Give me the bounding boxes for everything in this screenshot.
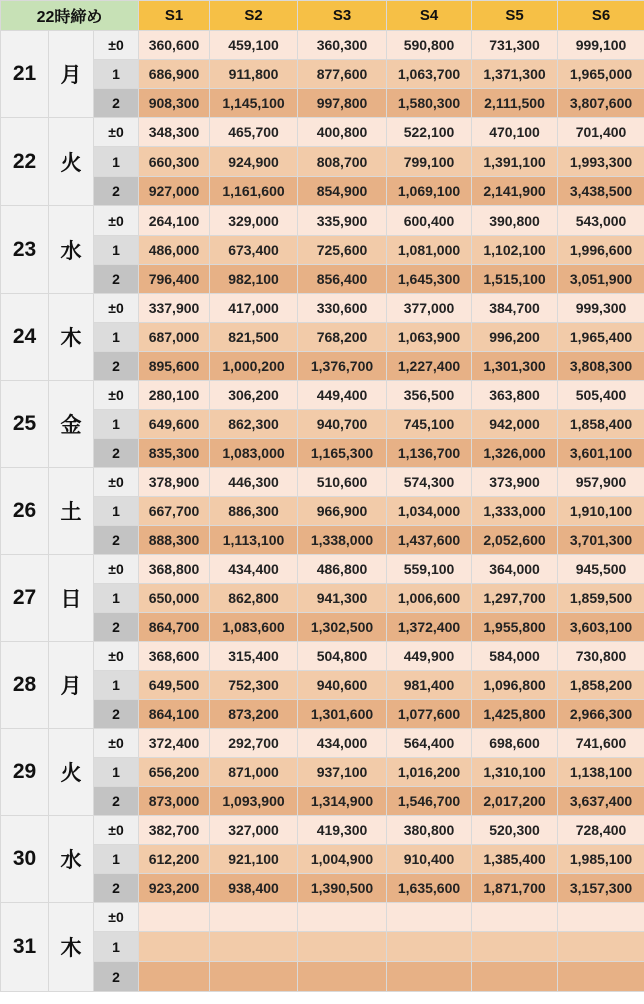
value-cell: 1,546,700 xyxy=(387,787,472,816)
value-cell: 384,700 xyxy=(472,294,558,323)
value-cell: 1,376,700 xyxy=(298,352,387,381)
weekday-label: 水 xyxy=(49,206,94,294)
value-cell: 486,800 xyxy=(298,555,387,584)
value-cell: 667,700 xyxy=(139,497,210,526)
weekday-label: 金 xyxy=(49,381,94,468)
value-cell xyxy=(210,932,298,962)
value-cell: 911,800 xyxy=(210,60,298,89)
value-cell: 982,100 xyxy=(210,265,298,294)
value-cell: 1,645,300 xyxy=(387,265,472,294)
value-cell: 942,000 xyxy=(472,410,558,439)
value-cell xyxy=(298,932,387,962)
table-row xyxy=(1,555,644,584)
table-row xyxy=(1,874,644,903)
value-cell: 3,701,300 xyxy=(558,526,644,555)
level-label: 2 xyxy=(94,613,139,642)
value-cell: 434,400 xyxy=(210,555,298,584)
table-row xyxy=(1,497,644,526)
value-cell: 364,000 xyxy=(472,555,558,584)
value-cell: 264,100 xyxy=(139,206,210,236)
value-cell: 886,300 xyxy=(210,497,298,526)
value-cell xyxy=(472,903,558,932)
value-cell: 864,100 xyxy=(139,700,210,729)
value-cell: 873,000 xyxy=(139,787,210,816)
value-cell: 470,100 xyxy=(472,118,558,147)
value-cell: 1,301,600 xyxy=(298,700,387,729)
table-row xyxy=(1,962,644,992)
table-row xyxy=(1,60,644,89)
value-cell: 941,300 xyxy=(298,584,387,613)
value-cell: 752,300 xyxy=(210,671,298,700)
value-cell: 698,600 xyxy=(472,729,558,758)
table-body xyxy=(1,31,644,992)
level-label: ±0 xyxy=(94,206,139,236)
value-cell: 564,400 xyxy=(387,729,472,758)
value-cell: 1,081,000 xyxy=(387,236,472,265)
value-cell: 871,000 xyxy=(210,758,298,787)
value-cell: 741,600 xyxy=(558,729,644,758)
value-cell: 363,800 xyxy=(472,381,558,410)
value-cell: 940,700 xyxy=(298,410,387,439)
value-cell: 419,300 xyxy=(298,816,387,845)
day-number: 23 xyxy=(1,206,49,294)
value-cell: 330,600 xyxy=(298,294,387,323)
level-label: 2 xyxy=(94,352,139,381)
table-row xyxy=(1,323,644,352)
value-cell: 1,580,300 xyxy=(387,89,472,118)
value-cell: 1,326,000 xyxy=(472,439,558,468)
value-cell: 1,227,400 xyxy=(387,352,472,381)
value-cell: 1,858,400 xyxy=(558,410,644,439)
value-cell: 1,161,600 xyxy=(210,177,298,206)
value-cell: 2,017,200 xyxy=(472,787,558,816)
value-cell: 923,200 xyxy=(139,874,210,903)
value-cell: 1,113,100 xyxy=(210,526,298,555)
value-cell xyxy=(210,962,298,992)
level-label: 2 xyxy=(94,874,139,903)
value-cell: 1,437,600 xyxy=(387,526,472,555)
value-cell: 940,600 xyxy=(298,671,387,700)
column-header-s3: S3 xyxy=(298,1,387,31)
value-cell: 378,900 xyxy=(139,468,210,497)
value-cell: 650,000 xyxy=(139,584,210,613)
value-cell: 1,338,000 xyxy=(298,526,387,555)
table-row xyxy=(1,584,644,613)
value-cell: 957,900 xyxy=(558,468,644,497)
table-row xyxy=(1,642,644,671)
value-cell: 368,800 xyxy=(139,555,210,584)
value-cell: 377,000 xyxy=(387,294,472,323)
value-cell: 2,141,900 xyxy=(472,177,558,206)
value-cell: 612,200 xyxy=(139,845,210,874)
value-cell: 864,700 xyxy=(139,613,210,642)
value-cell: 1,034,000 xyxy=(387,497,472,526)
value-cell: 3,807,600 xyxy=(558,89,644,118)
weekday-label: 日 xyxy=(49,555,94,642)
table-row xyxy=(1,352,644,381)
value-cell: 1,302,500 xyxy=(298,613,387,642)
table-row xyxy=(1,932,644,962)
value-cell: 745,100 xyxy=(387,410,472,439)
level-label: 2 xyxy=(94,526,139,555)
value-cell xyxy=(139,962,210,992)
value-cell: 1,297,700 xyxy=(472,584,558,613)
value-cell: 796,400 xyxy=(139,265,210,294)
level-label: 2 xyxy=(94,962,139,992)
value-cell: 1,515,100 xyxy=(472,265,558,294)
level-label: 1 xyxy=(94,932,139,962)
value-cell: 687,000 xyxy=(139,323,210,352)
value-cell: 1,955,800 xyxy=(472,613,558,642)
value-cell xyxy=(387,903,472,932)
value-cell: 649,600 xyxy=(139,410,210,439)
value-cell: 821,500 xyxy=(210,323,298,352)
table-row xyxy=(1,31,644,60)
level-label: 1 xyxy=(94,410,139,439)
value-cell: 446,300 xyxy=(210,468,298,497)
value-cell xyxy=(139,932,210,962)
value-cell: 315,400 xyxy=(210,642,298,671)
value-cell: 835,300 xyxy=(139,439,210,468)
value-cell: 862,800 xyxy=(210,584,298,613)
day-number: 27 xyxy=(1,555,49,642)
weekday-label: 月 xyxy=(49,642,94,729)
value-cell: 600,400 xyxy=(387,206,472,236)
day-number: 24 xyxy=(1,294,49,381)
value-cell: 1,063,700 xyxy=(387,60,472,89)
value-cell: 486,000 xyxy=(139,236,210,265)
table-row xyxy=(1,410,644,439)
value-cell: 938,400 xyxy=(210,874,298,903)
value-cell: 1,390,500 xyxy=(298,874,387,903)
column-header-s2: S2 xyxy=(210,1,298,31)
value-cell: 2,052,600 xyxy=(472,526,558,555)
table-row xyxy=(1,147,644,177)
day-number: 26 xyxy=(1,468,49,555)
table-title: 22時締め xyxy=(1,1,139,31)
value-cell: 520,300 xyxy=(472,816,558,845)
table-row xyxy=(1,381,644,410)
level-label: 1 xyxy=(94,236,139,265)
value-cell: 1,096,800 xyxy=(472,671,558,700)
weekday-label: 木 xyxy=(49,903,94,992)
value-cell: 3,438,500 xyxy=(558,177,644,206)
weekday-label: 火 xyxy=(49,729,94,816)
value-cell xyxy=(387,962,472,992)
value-cell: 590,800 xyxy=(387,31,472,60)
value-cell: 543,000 xyxy=(558,206,644,236)
value-cell: 1,004,900 xyxy=(298,845,387,874)
value-cell: 725,600 xyxy=(298,236,387,265)
level-label: 2 xyxy=(94,265,139,294)
value-cell: 945,500 xyxy=(558,555,644,584)
level-label: 2 xyxy=(94,787,139,816)
level-label: ±0 xyxy=(94,816,139,845)
value-cell: 417,000 xyxy=(210,294,298,323)
day-number: 21 xyxy=(1,31,49,118)
value-cell: 335,900 xyxy=(298,206,387,236)
value-cell: 459,100 xyxy=(210,31,298,60)
value-cell: 997,800 xyxy=(298,89,387,118)
value-cell: 356,500 xyxy=(387,381,472,410)
value-cell: 1,965,400 xyxy=(558,323,644,352)
value-cell: 1,016,200 xyxy=(387,758,472,787)
value-cell: 1,301,300 xyxy=(472,352,558,381)
value-cell: 999,300 xyxy=(558,294,644,323)
value-cell: 337,900 xyxy=(139,294,210,323)
value-cell: 1,165,300 xyxy=(298,439,387,468)
value-cell: 449,900 xyxy=(387,642,472,671)
value-cell xyxy=(558,903,644,932)
value-cell xyxy=(387,932,472,962)
value-cell: 380,800 xyxy=(387,816,472,845)
value-cell: 649,500 xyxy=(139,671,210,700)
value-cell: 862,300 xyxy=(210,410,298,439)
column-header-s6: S6 xyxy=(558,1,644,31)
table-row xyxy=(1,671,644,700)
value-cell: 574,300 xyxy=(387,468,472,497)
column-header-s4: S4 xyxy=(387,1,472,31)
value-cell: 1,006,600 xyxy=(387,584,472,613)
value-cell: 731,300 xyxy=(472,31,558,60)
table-row xyxy=(1,118,644,147)
level-label: ±0 xyxy=(94,729,139,758)
table-row xyxy=(1,845,644,874)
value-cell: 465,700 xyxy=(210,118,298,147)
table-row xyxy=(1,758,644,787)
table-row xyxy=(1,816,644,845)
column-header-s5: S5 xyxy=(472,1,558,31)
value-cell: 660,300 xyxy=(139,147,210,177)
level-label: 1 xyxy=(94,147,139,177)
weekday-label: 月 xyxy=(49,31,94,118)
value-cell: 908,300 xyxy=(139,89,210,118)
value-cell: 1,858,200 xyxy=(558,671,644,700)
value-cell: 368,600 xyxy=(139,642,210,671)
value-cell: 329,000 xyxy=(210,206,298,236)
table-row xyxy=(1,526,644,555)
day-number: 30 xyxy=(1,816,49,903)
value-cell: 808,700 xyxy=(298,147,387,177)
level-label: 1 xyxy=(94,671,139,700)
value-cell: 584,000 xyxy=(472,642,558,671)
value-cell xyxy=(139,903,210,932)
day-number: 28 xyxy=(1,642,49,729)
value-cell: 1,145,100 xyxy=(210,89,298,118)
value-cell xyxy=(558,932,644,962)
value-cell: 1,372,400 xyxy=(387,613,472,642)
weekday-label: 土 xyxy=(49,468,94,555)
value-cell: 1,314,900 xyxy=(298,787,387,816)
table-row xyxy=(1,236,644,265)
table-row xyxy=(1,729,644,758)
value-cell: 306,200 xyxy=(210,381,298,410)
value-cell: 1,993,300 xyxy=(558,147,644,177)
value-cell: 921,100 xyxy=(210,845,298,874)
level-label: ±0 xyxy=(94,31,139,60)
value-cell: 799,100 xyxy=(387,147,472,177)
value-cell: 1,859,500 xyxy=(558,584,644,613)
value-cell: 927,000 xyxy=(139,177,210,206)
value-cell: 1,083,600 xyxy=(210,613,298,642)
table-row xyxy=(1,787,644,816)
value-cell: 981,400 xyxy=(387,671,472,700)
value-cell: 3,808,300 xyxy=(558,352,644,381)
value-cell: 1,371,300 xyxy=(472,60,558,89)
value-cell: 1,000,200 xyxy=(210,352,298,381)
level-label: ±0 xyxy=(94,468,139,497)
value-cell: 854,900 xyxy=(298,177,387,206)
value-cell: 3,051,900 xyxy=(558,265,644,294)
column-header-s1: S1 xyxy=(139,1,210,31)
weekday-label: 木 xyxy=(49,294,94,381)
value-cell: 1,635,600 xyxy=(387,874,472,903)
value-cell: 1,136,700 xyxy=(387,439,472,468)
level-label: 1 xyxy=(94,323,139,352)
value-cell: 348,300 xyxy=(139,118,210,147)
level-label: 1 xyxy=(94,60,139,89)
value-cell: 360,600 xyxy=(139,31,210,60)
value-cell xyxy=(298,903,387,932)
value-cell: 1,425,800 xyxy=(472,700,558,729)
value-cell: 2,111,500 xyxy=(472,89,558,118)
day-number: 22 xyxy=(1,118,49,206)
level-label: 1 xyxy=(94,758,139,787)
value-cell: 510,600 xyxy=(298,468,387,497)
value-cell: 1,102,100 xyxy=(472,236,558,265)
level-label: 1 xyxy=(94,497,139,526)
level-label: ±0 xyxy=(94,555,139,584)
value-cell: 1,965,000 xyxy=(558,60,644,89)
value-cell: 877,600 xyxy=(298,60,387,89)
value-cell: 559,100 xyxy=(387,555,472,584)
weekday-label: 水 xyxy=(49,816,94,903)
table-row xyxy=(1,206,644,236)
value-cell: 1,996,600 xyxy=(558,236,644,265)
value-cell: 1,069,100 xyxy=(387,177,472,206)
level-label: 1 xyxy=(94,845,139,874)
table-row xyxy=(1,700,644,729)
header-row xyxy=(1,1,644,31)
value-cell: 3,601,100 xyxy=(558,439,644,468)
value-cell xyxy=(210,903,298,932)
value-cell: 996,200 xyxy=(472,323,558,352)
value-cell: 924,900 xyxy=(210,147,298,177)
value-cell: 390,800 xyxy=(472,206,558,236)
value-cell: 730,800 xyxy=(558,642,644,671)
value-cell: 1,138,100 xyxy=(558,758,644,787)
value-cell: 360,300 xyxy=(298,31,387,60)
day-number: 29 xyxy=(1,729,49,816)
value-cell: 701,400 xyxy=(558,118,644,147)
value-cell: 937,100 xyxy=(298,758,387,787)
value-cell: 873,200 xyxy=(210,700,298,729)
day-number: 25 xyxy=(1,381,49,468)
value-cell: 2,966,300 xyxy=(558,700,644,729)
value-cell: 505,400 xyxy=(558,381,644,410)
value-cell: 856,400 xyxy=(298,265,387,294)
value-cell xyxy=(472,962,558,992)
level-label: ±0 xyxy=(94,381,139,410)
value-cell: 656,200 xyxy=(139,758,210,787)
level-label: ±0 xyxy=(94,294,139,323)
value-cell: 449,400 xyxy=(298,381,387,410)
value-cell: 1,385,400 xyxy=(472,845,558,874)
value-cell: 728,400 xyxy=(558,816,644,845)
value-cell: 434,000 xyxy=(298,729,387,758)
value-cell: 1,910,100 xyxy=(558,497,644,526)
table-row xyxy=(1,177,644,206)
value-cell: 504,800 xyxy=(298,642,387,671)
level-label: 2 xyxy=(94,439,139,468)
value-cell: 3,603,100 xyxy=(558,613,644,642)
table-row xyxy=(1,89,644,118)
value-cell: 327,000 xyxy=(210,816,298,845)
value-cell: 372,400 xyxy=(139,729,210,758)
value-cell: 3,637,400 xyxy=(558,787,644,816)
value-cell: 400,800 xyxy=(298,118,387,147)
value-cell: 673,400 xyxy=(210,236,298,265)
level-label: ±0 xyxy=(94,903,139,932)
level-label: ±0 xyxy=(94,642,139,671)
value-cell: 1,310,100 xyxy=(472,758,558,787)
value-cell: 1,083,000 xyxy=(210,439,298,468)
level-label: ±0 xyxy=(94,118,139,147)
table-row xyxy=(1,613,644,642)
value-cell: 3,157,300 xyxy=(558,874,644,903)
day-number: 31 xyxy=(1,903,49,992)
value-cell: 999,100 xyxy=(558,31,644,60)
level-label: 1 xyxy=(94,584,139,613)
value-cell: 768,200 xyxy=(298,323,387,352)
table-row xyxy=(1,903,644,932)
value-cell xyxy=(298,962,387,992)
value-cell xyxy=(472,932,558,962)
level-label: 2 xyxy=(94,177,139,206)
table-row xyxy=(1,468,644,497)
table-row xyxy=(1,265,644,294)
value-cell: 292,700 xyxy=(210,729,298,758)
value-cell: 895,600 xyxy=(139,352,210,381)
value-cell: 888,300 xyxy=(139,526,210,555)
value-cell: 522,100 xyxy=(387,118,472,147)
value-cell: 1,077,600 xyxy=(387,700,472,729)
value-cell: 1,871,700 xyxy=(472,874,558,903)
value-cell: 1,333,000 xyxy=(472,497,558,526)
value-cell: 1,093,900 xyxy=(210,787,298,816)
weekday-label: 火 xyxy=(49,118,94,206)
value-cell xyxy=(558,962,644,992)
value-cell: 1,391,100 xyxy=(472,147,558,177)
table-row xyxy=(1,439,644,468)
level-label: 2 xyxy=(94,89,139,118)
value-cell: 910,400 xyxy=(387,845,472,874)
value-cell: 1,985,100 xyxy=(558,845,644,874)
value-cell: 686,900 xyxy=(139,60,210,89)
value-cell: 373,900 xyxy=(472,468,558,497)
value-cell: 280,100 xyxy=(139,381,210,410)
value-cell: 382,700 xyxy=(139,816,210,845)
value-cell: 966,900 xyxy=(298,497,387,526)
level-label: 2 xyxy=(94,700,139,729)
table-row xyxy=(1,294,644,323)
value-cell: 1,063,900 xyxy=(387,323,472,352)
